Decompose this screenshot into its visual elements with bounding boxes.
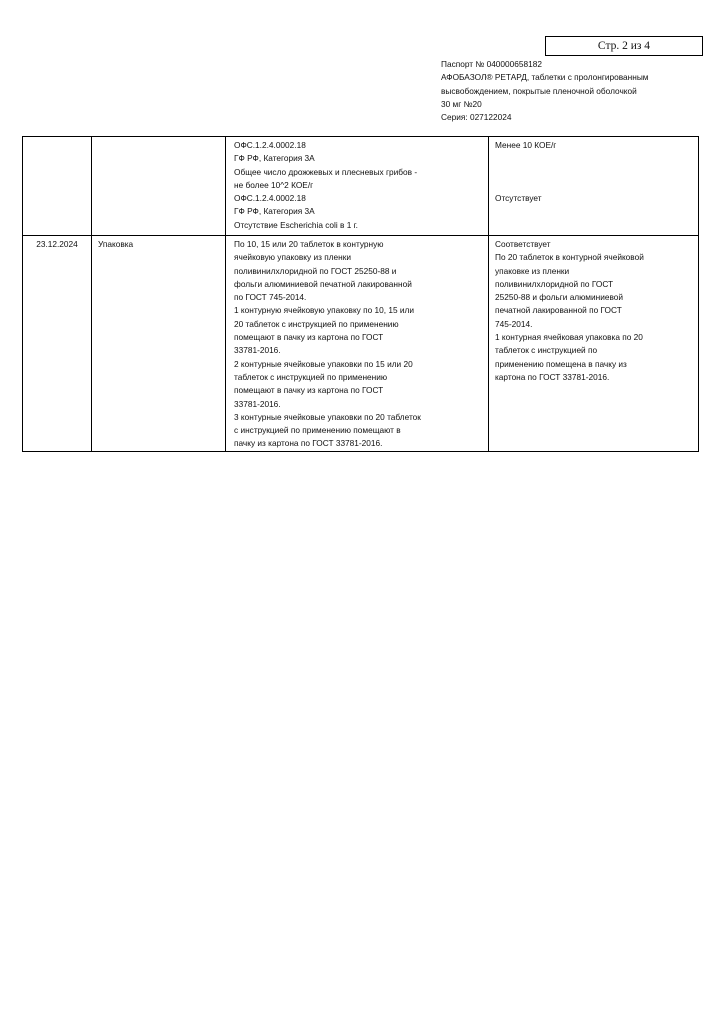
requirement-line: 3 контурные ячейковые упаковки по 20 таблеток [234,411,421,422]
requirement-line: Общее число дрожжевых и плесневых грибов - [234,166,418,177]
requirement-line: ГФ РФ, Категория 3А [234,153,315,164]
requirement-line: По 10, 15 или 20 таблеток в контурную [234,239,384,249]
result-line: упаковке из пленки [495,265,570,276]
requirement-line: фольги алюминиевой печатной лакированной [234,278,412,289]
requirement-line: пачку из картона по ГОСТ 33781-2016. [234,438,383,449]
result-line: Отсутствует [495,193,542,204]
product-dosage: 30 мг №20 [441,98,482,109]
passport-info [441,58,711,124]
result-line [495,152,692,165]
requirement-line: ГФ РФ, Категория 3А [234,206,315,217]
requirement-line: 2 контурные ячейковые упаковки по 15 или 20 [234,358,413,369]
result-cell [489,137,699,236]
result-cell [489,236,699,452]
requirement-line: 1 контурную ячейковую упаковку по 10, 15 или [234,305,415,316]
requirement-line: 33781-2016. [234,398,281,409]
requirement-line: 33781-2016. [234,345,281,356]
requirement-line: ОФС.1.2.4.0002.18 [234,193,306,204]
test-results-table [22,136,699,452]
result-line: печатной лакированной по ГОСТ [495,305,622,316]
table-row [23,236,699,452]
result-line: 745-2014. [495,318,533,329]
product-series: Серия: 027122024 [441,112,512,123]
requirement-line: Отсутствие Escherichia coli в 1 г. [234,219,358,230]
requirement-line: 20 таблеток с инструкцией по применению [234,318,399,329]
requirement-line: помещают в пачку из картона по ГОСТ [234,332,384,343]
requirement-line: с инструкцией по применению помещают в [234,425,401,436]
result-line: Менее 10 КОЕ/г [495,140,557,150]
result-line [495,166,692,179]
date-cell: 23.12.2024 [23,236,92,452]
requirement-line: таблеток с инструкцией по применению [234,371,388,382]
product-name-line-2: высвобождением, покрытые пленочной оболочкой [441,85,637,96]
result-line [495,179,692,192]
result-line: 25250-88 и фольги алюминиевой [495,292,624,303]
result-line: картона по ГОСТ 33781-2016. [495,371,610,382]
product-name-line-1: АФОБАЗОЛ® РЕТАРД, таблетки с пролонгированным [441,72,649,83]
result-line: Соответствует [495,239,551,249]
table-row [23,137,699,236]
requirement-line: не более 10^2 КОЕ/г [234,179,314,190]
result-line: применению помещена в пачку из [495,358,627,369]
requirement-line: поливинилхлоридной по ГОСТ 25250-88 и [234,265,397,276]
requirement-line: ОФС.1.2.4.0002.18 [234,140,306,150]
date-cell [23,137,92,236]
requirement-cell [226,137,489,236]
result-line: поливинилхлоридной по ГОСТ [495,278,614,289]
requirement-line: ячейковую упаковку из пленки [234,252,352,263]
requirement-cell [226,236,489,452]
page-number-label: Стр. 2 из 4 [597,40,651,52]
result-line: таблеток с инструкцией по [495,345,598,356]
page-number-box [545,36,703,56]
test-name-cell: Упаковка [92,236,226,452]
requirement-line: помещают в пачку из картона по ГОСТ [234,385,384,396]
requirement-line: по ГОСТ 745-2014. [234,292,307,303]
test-name-cell [92,137,226,236]
result-line: По 20 таблеток в контурной ячейковой [495,252,644,263]
passport-number: Паспорт № 040000658182 [441,59,542,69]
result-line: 1 контурная ячейковая упаковка по 20 [495,332,643,343]
